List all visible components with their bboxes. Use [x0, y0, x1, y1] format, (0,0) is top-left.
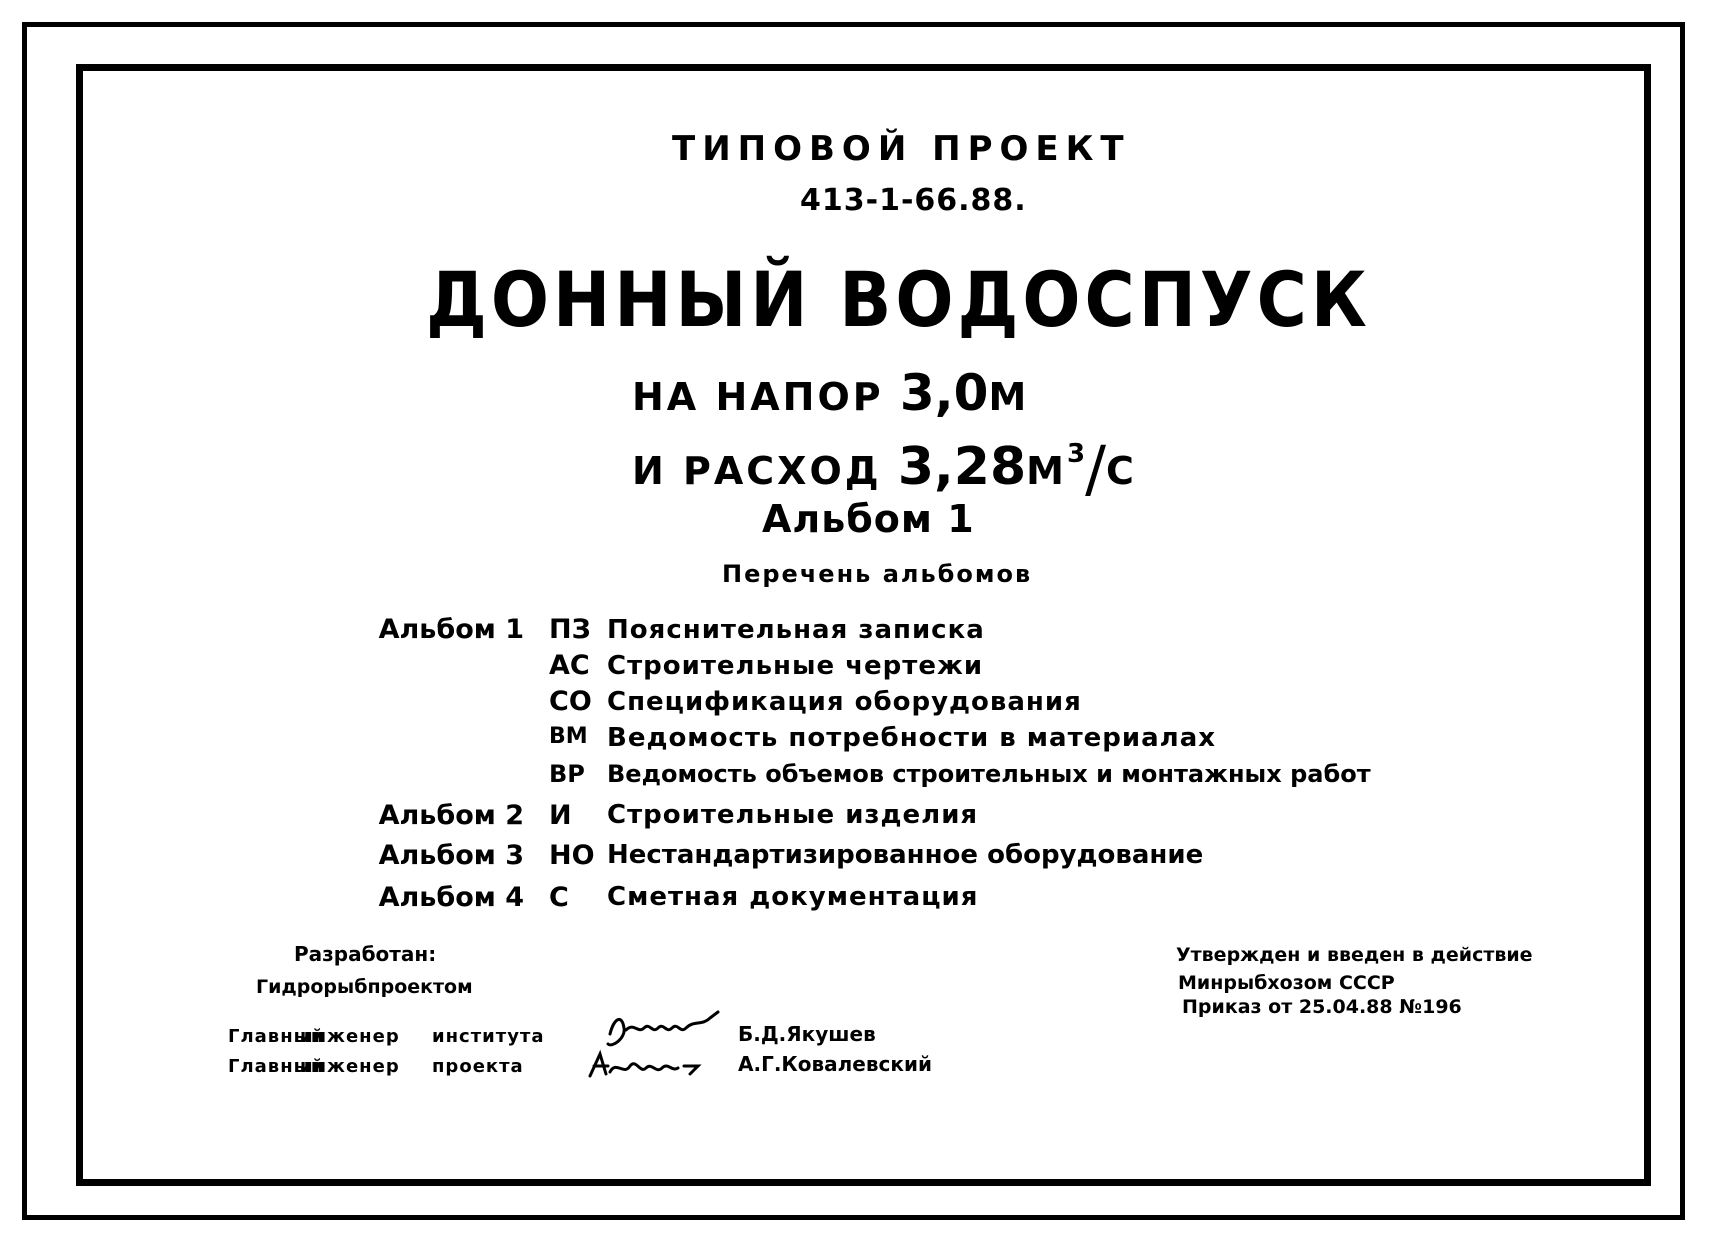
flow-line: [632, 432, 1137, 505]
flow-prefix: И РАСХОД: [632, 449, 882, 493]
section-description: Пояснительная записка: [607, 615, 985, 645]
section-description: Ведомость объемов строительных и монтажных работ: [607, 760, 1371, 788]
section-code: АС: [549, 650, 590, 681]
section-code: НО: [549, 840, 595, 871]
project-type: ТИПОВОЙ ПРОЕКТ: [672, 129, 1131, 169]
section-description: Сметная документация: [607, 882, 979, 912]
project-code: 413-1-66.88.: [800, 183, 1027, 218]
document-title: ДОННЫЙ ВОДОСПУСК: [426, 255, 1371, 344]
head-line: [632, 364, 1030, 422]
head-prefix: НА НАПОР: [632, 375, 884, 419]
signature-kovalevsky: [586, 1046, 716, 1082]
section-description: Строительные изделия: [607, 800, 979, 830]
developer-organization: Гидрорыбпроектом: [256, 976, 473, 998]
developer-label: Разработан:: [294, 942, 437, 966]
album-label: Альбом 3: [378, 840, 524, 871]
section-code: ВР: [549, 760, 585, 788]
signer-name: Б.Д.Якушев: [738, 1022, 876, 1046]
album-label: Альбом 4: [378, 882, 524, 913]
role-title: института: [432, 1026, 545, 1047]
section-description: Строительные чертежи: [607, 651, 984, 681]
album-title: Альбом 1: [762, 497, 975, 541]
section-code: И: [549, 800, 572, 831]
flow-unit-m: М: [1026, 449, 1067, 493]
flow-unit-sup: 3: [1067, 439, 1086, 469]
role-title: Главный: [228, 1026, 325, 1047]
section-description: Ведомость потребности в материалах: [607, 723, 1217, 753]
signer-name: А.Г.Ковалевский: [738, 1052, 932, 1076]
approval-line-2: Минрыбхозом СССР: [1178, 972, 1395, 994]
head-unit: М: [988, 375, 1030, 419]
approval-line-1: Утвержден и введен в действие: [1176, 944, 1533, 966]
role-title: Главный: [228, 1056, 325, 1077]
role-title: инженер: [300, 1056, 400, 1077]
album-label: Альбом 1: [378, 614, 524, 645]
section-description: Нестандартизированное оборудование: [607, 840, 1204, 870]
approval-line-3: Приказ от 25.04.88 №196: [1182, 996, 1462, 1018]
album-label: Альбом 2: [378, 800, 524, 831]
section-code: ПЗ: [549, 614, 591, 645]
role-title: инженер: [300, 1026, 400, 1047]
section-code: С: [549, 882, 569, 913]
section-code: ВМ: [549, 724, 588, 749]
flow-unit-slash: /: [1085, 432, 1106, 505]
section-code: СО: [549, 686, 592, 717]
flow-value: 3,28: [897, 437, 1027, 497]
role-title: проекта: [432, 1056, 524, 1077]
albums-list-title: Перечень альбомов: [722, 560, 1033, 588]
head-value: 3,0: [899, 364, 989, 422]
section-description: Спецификация оборудования: [607, 687, 1082, 717]
flow-unit-s: С: [1105, 449, 1137, 493]
